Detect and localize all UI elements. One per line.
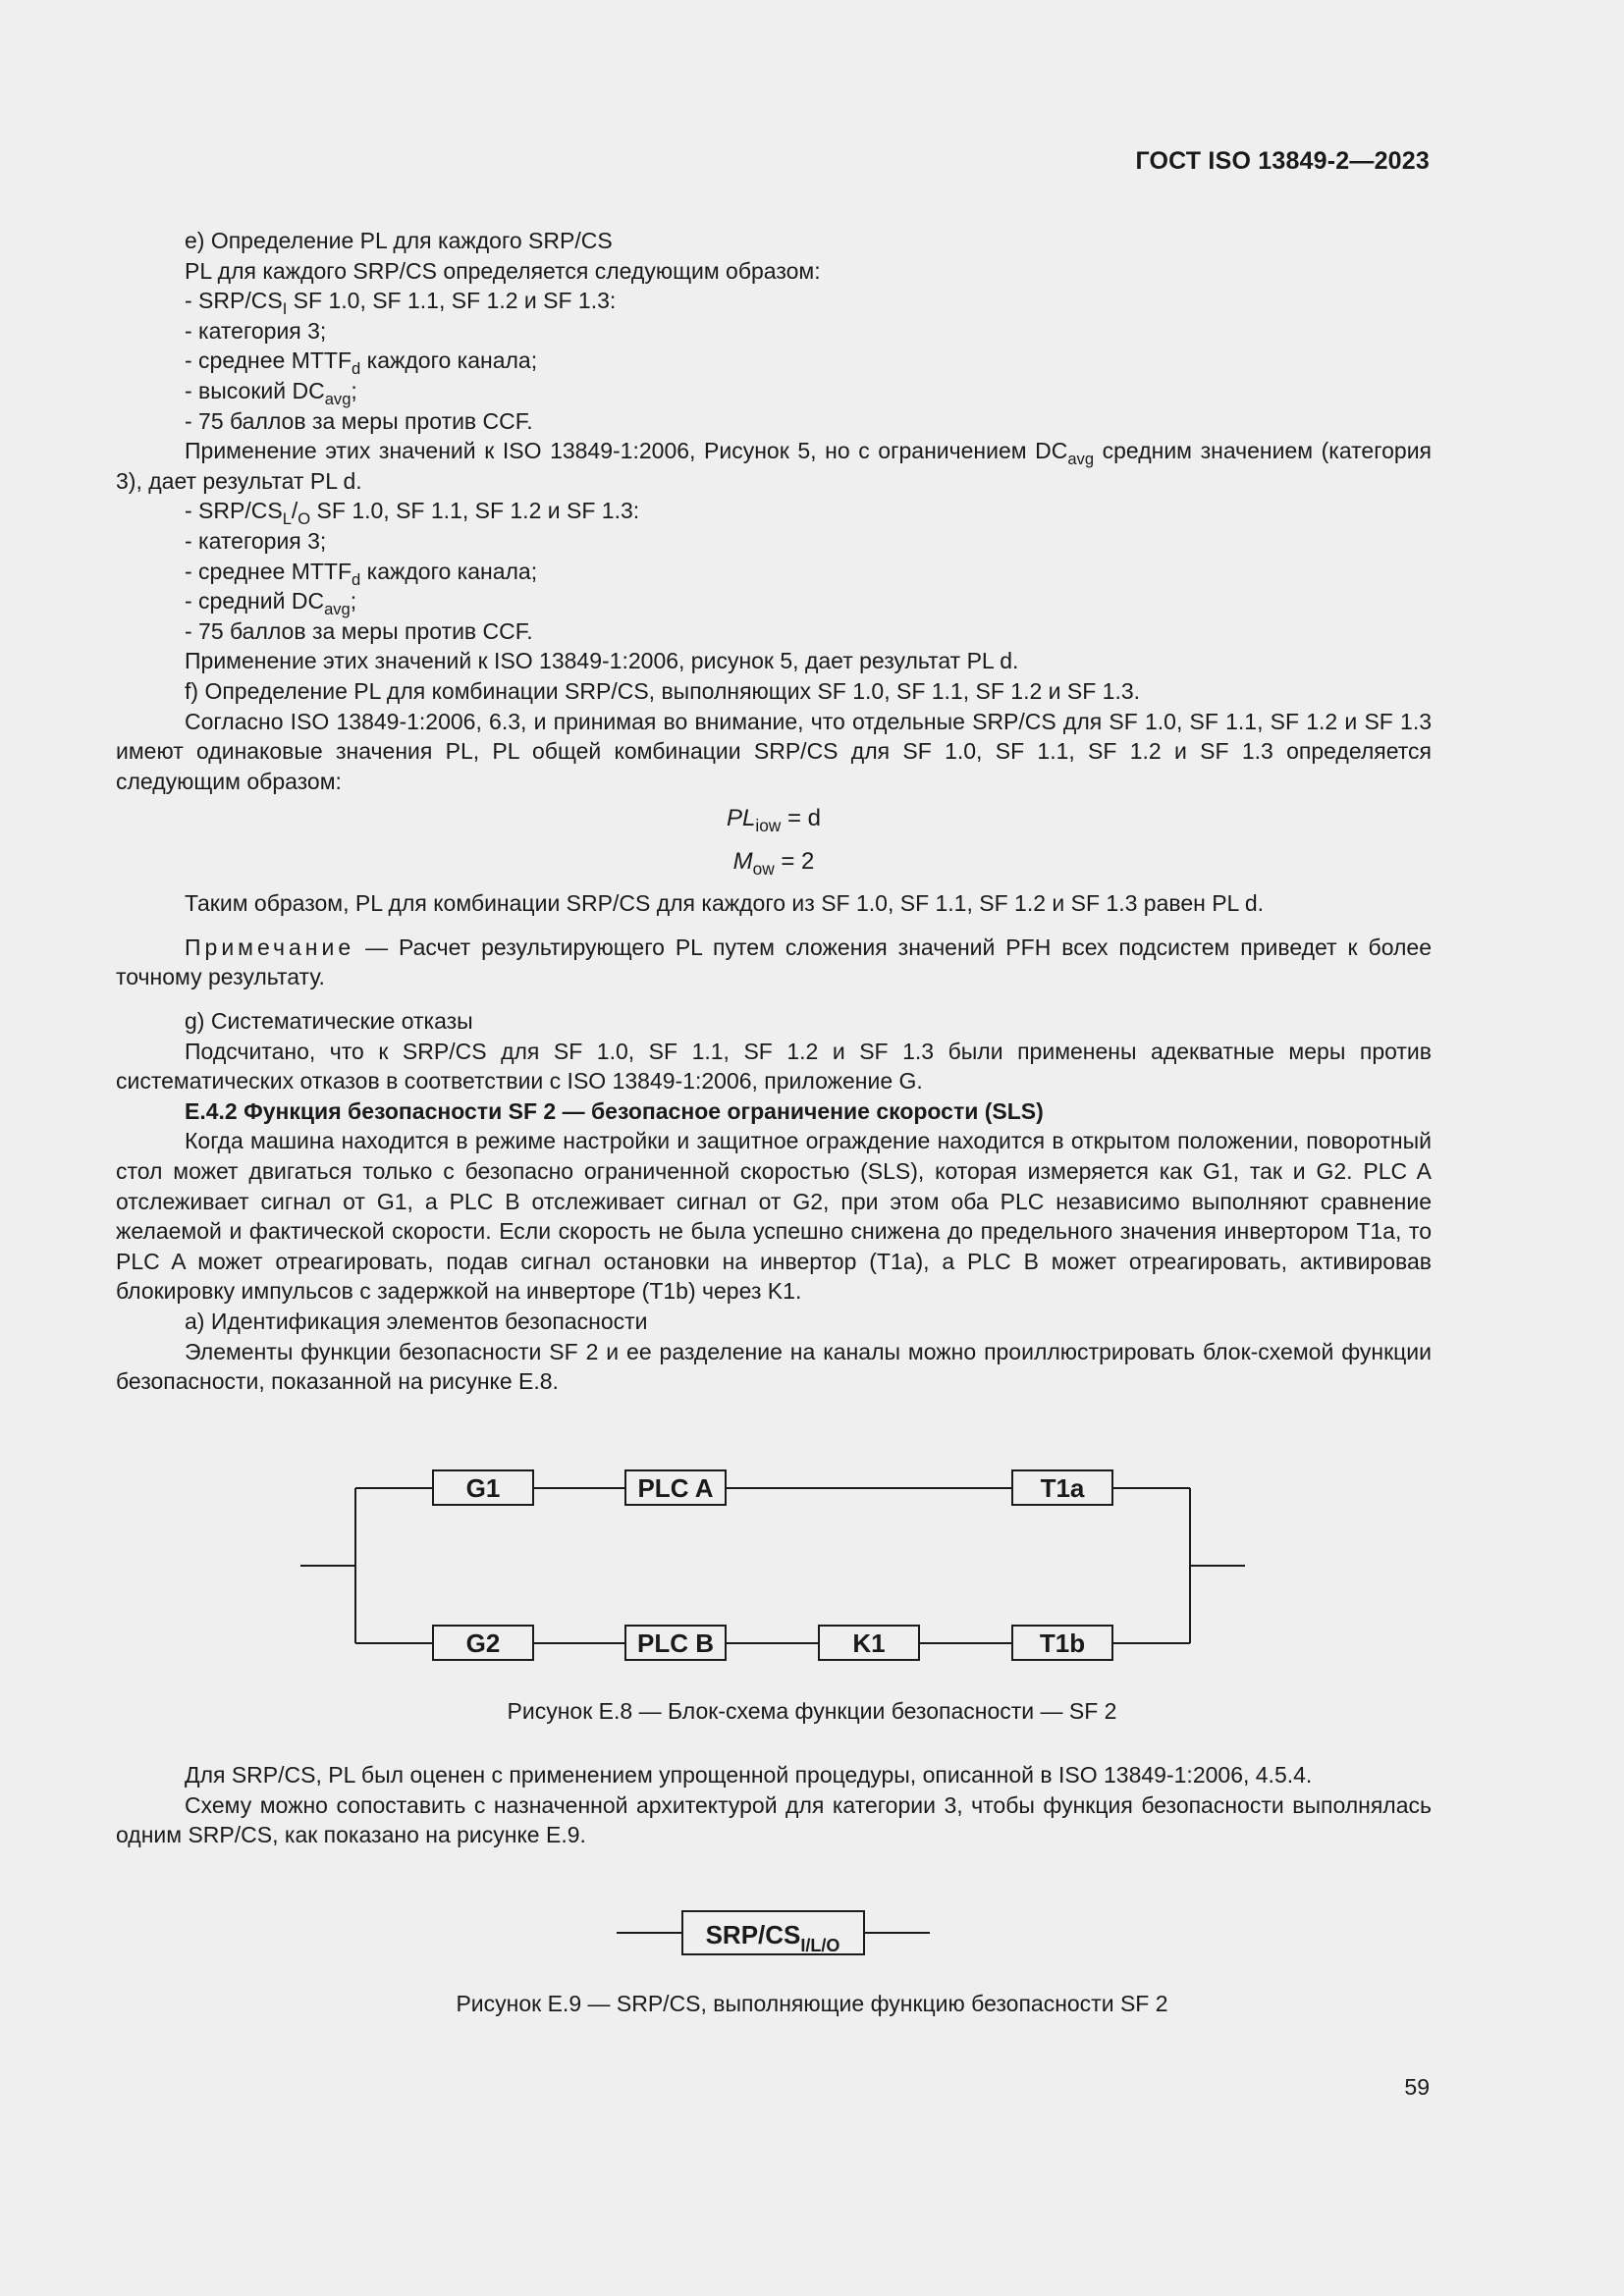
formula-m-ow: $M_{ow} = 2$ — [732, 848, 815, 880]
paragraph: Применение этих значений к ISO 13849-1:2006, Рисунок 5, но с ограничением $DC_{avg}$ средним значением (категория 3), дает результат PL d. — [116, 438, 1432, 494]
figure-e9-diagram — [0, 1899, 1624, 1958]
block-plc-b-label: PLC B — [637, 1629, 714, 1658]
block-t1b-label: T1b — [1039, 1629, 1086, 1658]
figure-e8-diagram — [0, 1453, 1624, 1688]
paragraph: Согласно ISO 13849-1:2006, 6.3, и принимая во внимание, что отдельные SRP/CS для SF 1.0, SF 1.1, SF 1.2 и SF 1.3 имеют одинаковые значения PL, PL общей комбинации SRP/CS для SF 1.0, SF 1.1, SF 1.2 и SF 1.3 определяется следующим образом: — [116, 708, 1432, 794]
page-body — [116, 226, 1432, 1397]
list-item: - средний $DC_{avg}$; — [185, 588, 357, 618]
list-item: - категория 3; — [185, 317, 327, 344]
list-item: - среднее $MTTF_d$ каждого канала; — [185, 347, 538, 379]
list-item: - 75 баллов за меры против CCF. — [185, 617, 533, 644]
paragraph: Для SRP/CS, PL был оценен с применением упрощенной процедуры, описанной в ISO 13849-1:2006, 4.5.4. — [185, 1762, 1313, 1788]
block-t1a-label: T1a — [1040, 1473, 1085, 1503]
document-id-header: ГОСТ ISO 13849-2—2023 — [1135, 147, 1430, 175]
list-item: - SRP/$CS_I$ SF 1.0, SF 1.1, SF 1.2 и SF 1.3: — [185, 288, 617, 318]
figure-e9-caption: Рисунок E.9 — SRP/CS, выполняющие функцию безопасности SF 2 — [456, 1991, 1168, 2016]
list-item: - SRP/$CS_L/_O$ SF 1.0, SF 1.1, SF 1.2 и SF 1.3: — [185, 498, 640, 529]
paragraph: Применение этих значений к ISO 13849-1:2006, рисунок 5, дает результат PL d. — [185, 648, 1019, 674]
list-item: - высокий $DC_{avg}$; — [185, 377, 357, 408]
figure-e8-caption: Рисунок E.8 — Блок-схема функции безопасности — SF 2 — [507, 1698, 1117, 1724]
list-item: - 75 баллов за меры против CCF. — [185, 407, 533, 434]
paragraph: Схему можно сопоставить с назначенной архитектурой для категории 3, чтобы функция безопасности выполнялась одним SRP/CS, как показано на рисунке E.9. — [116, 1791, 1432, 1848]
paragraph: Элементы функции безопасности SF 2 и ее разделение на каналы можно проиллюстрировать блок-схемой функции безопасности, показанной на рисунке E.8. — [116, 1338, 1432, 1395]
section-heading: E.4.2 Функция безопасности SF 2 — безопасное ограничение скорости (SLS) — [185, 1097, 1044, 1124]
block-plc-a-label: PLC A — [637, 1473, 714, 1503]
note-label: Примечание — [185, 934, 355, 960]
block-g2-label: G2 — [465, 1629, 501, 1658]
note: Примечание — Расчет результирующего PL путем сложения значений PFH всех подсистем приведет к более точному результату. — [116, 934, 1432, 990]
block-g1-label: G1 — [465, 1473, 501, 1503]
item-a-title: a) Идентификация элементов безопасности — [185, 1308, 648, 1334]
item-f-title: f) Определение PL для комбинации SRP/CS, выполняющих SF 1.0, SF 1.1, SF 1.2 и SF 1.3. — [185, 677, 1141, 704]
paragraph: Когда машина находится в режиме настройки и защитное ограждение находится в открытом положении, поворотный стол может двигаться только с безопасно ограниченной скоростью (SLS), которая измеряется как G1, так и G2. PLC A отслеживает сигнал от G1, а PLC B отслеживает сигнал от G2, при этом оба PLC независимо выполняют сравнение желаемой и фактической скорости. Если скорость не была успешно снижена до предельного значения инвертором T1a, то PLC A может отреагировать, подав сигнал остановки на инвертор (T1a), а PLC B может отреагировать, активировав блокировку импульсов с задержкой на инверторе (T1b) через K1. — [116, 1128, 1432, 1305]
formula-pl-iow: $PL_{iow} = d$ — [727, 805, 821, 836]
after-figure-text — [116, 1760, 1432, 1850]
paragraph: Таким образом, PL для комбинации SRP/CS для каждого из SF 1.0, SF 1.1, SF 1.2 и SF 1.3 равен PL d. — [185, 890, 1265, 917]
item-e-intro: PL для каждого SRP/CS определяется следующим образом: — [185, 257, 821, 284]
block-srp-cs-label: SRP/$CS_{I/L/O}$ — [705, 1920, 840, 1955]
item-g-title: g) Систематические отказы — [185, 1008, 473, 1035]
list-item: - категория 3; — [185, 527, 327, 554]
paragraph: Подсчитано, что к SRP/CS для SF 1.0, SF 1.1, SF 1.2 и SF 1.3 были применены адекватные меры против систематических отказов в соответствии с ISO 13849-1:2006, приложение G. — [116, 1038, 1432, 1095]
block-k1-label: K1 — [852, 1629, 886, 1658]
page-number: 59 — [1404, 2074, 1430, 2100]
list-item: - среднее $MTTF_d$ каждого канала; — [185, 558, 538, 589]
item-e-title: e) Определение PL для каждого SRP/CS — [185, 228, 613, 253]
